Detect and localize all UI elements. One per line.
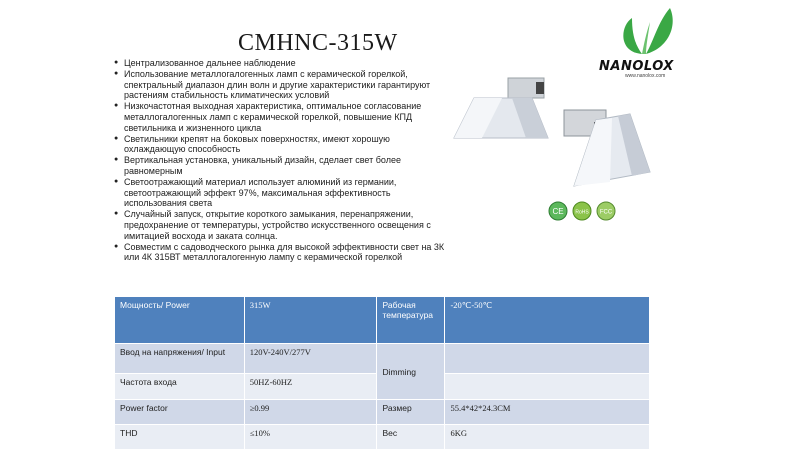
list-item: ● Светильники крепят на боковых поверхностях, имеют хорошую охлаждающую способность bbox=[114, 134, 450, 156]
header-cell: Рабочая температура bbox=[377, 297, 445, 344]
certification-badges bbox=[548, 201, 628, 221]
table-row bbox=[115, 344, 650, 374]
page-title: CMHNC-315W bbox=[238, 30, 398, 56]
svg-text:CE: CE bbox=[552, 207, 564, 216]
fcc-badge-icon bbox=[597, 202, 615, 220]
header-cell: -20℃-50℃ bbox=[445, 297, 650, 344]
table-cell: THD bbox=[115, 425, 245, 450]
table-cell: ≤10% bbox=[244, 425, 377, 450]
table-cell: Частота входа bbox=[115, 374, 245, 400]
ce-badge-icon bbox=[549, 202, 567, 220]
svg-text:FCC: FCC bbox=[599, 209, 613, 216]
table-cell: Power factor bbox=[115, 400, 245, 425]
list-item: ● Низкочастотная выходная характеристика, оптимальное согласование металлогалогенных ламп с керамической горелкой, повышение КПД светильника и жизненного цикла bbox=[114, 101, 450, 133]
header-cell: Мощность/ Power bbox=[115, 297, 245, 344]
feature-list bbox=[114, 58, 450, 298]
table-row bbox=[115, 400, 650, 425]
product-photo-lamp-1 bbox=[452, 72, 552, 148]
list-item: ● Случайный запуск, открытие короткого замыкания, перенапряжении, предохранение от температуры, устройство искусственного освещения с имитацией восхода и заката солнца. bbox=[114, 209, 450, 241]
list-item: ● Централизованное дальнее наблюдение bbox=[114, 58, 450, 69]
table-header-row bbox=[115, 297, 650, 344]
logo-text: NANOLOX bbox=[599, 59, 674, 74]
table-cell: 55.4*42*24.3CM bbox=[445, 400, 650, 425]
header-cell: 315W bbox=[244, 297, 377, 344]
table-cell: Вес bbox=[377, 425, 445, 450]
table-row bbox=[115, 425, 650, 450]
table-cell bbox=[445, 344, 650, 374]
table-cell bbox=[445, 374, 650, 400]
table-cell: 120V-240V/277V bbox=[244, 344, 377, 374]
rohs-badge-icon bbox=[573, 202, 591, 220]
list-item: ● Светоотражающий материал использует алюминий из германии, светоотражающий эффект 97%, максимальная эффективность использования света bbox=[114, 177, 450, 209]
list-item: ● Вертикальная установка, уникальный дизайн, сделает свет более равномерным bbox=[114, 155, 450, 177]
svg-text:RoHS: RoHS bbox=[575, 209, 589, 216]
table-cell: ≥0.99 bbox=[244, 400, 377, 425]
list-item: ● Использование металлогалогенных ламп с керамической горелкой, спектральный диапазон длин волн и другие характеристики гарантируют растениям стабильность климатических условий bbox=[114, 69, 450, 101]
product-photo-lamp-2 bbox=[548, 102, 652, 192]
logo-subtext: www.nanolox.com bbox=[625, 73, 666, 79]
dimming-cell: Dimming bbox=[377, 344, 445, 400]
table-cell: Размер bbox=[377, 400, 445, 425]
spec-table bbox=[114, 296, 650, 450]
table-cell: 6KG bbox=[445, 425, 650, 450]
table-cell: Ввод на напряжения/ Input bbox=[115, 344, 245, 374]
table-cell: 50HZ-60HZ bbox=[244, 374, 377, 400]
list-item: ● Совместим с садоводческого рынка для высокой эффективности свет на 3К или 4К 315ВТ металлогалогенную лампу с керамической горелкой bbox=[114, 242, 450, 264]
